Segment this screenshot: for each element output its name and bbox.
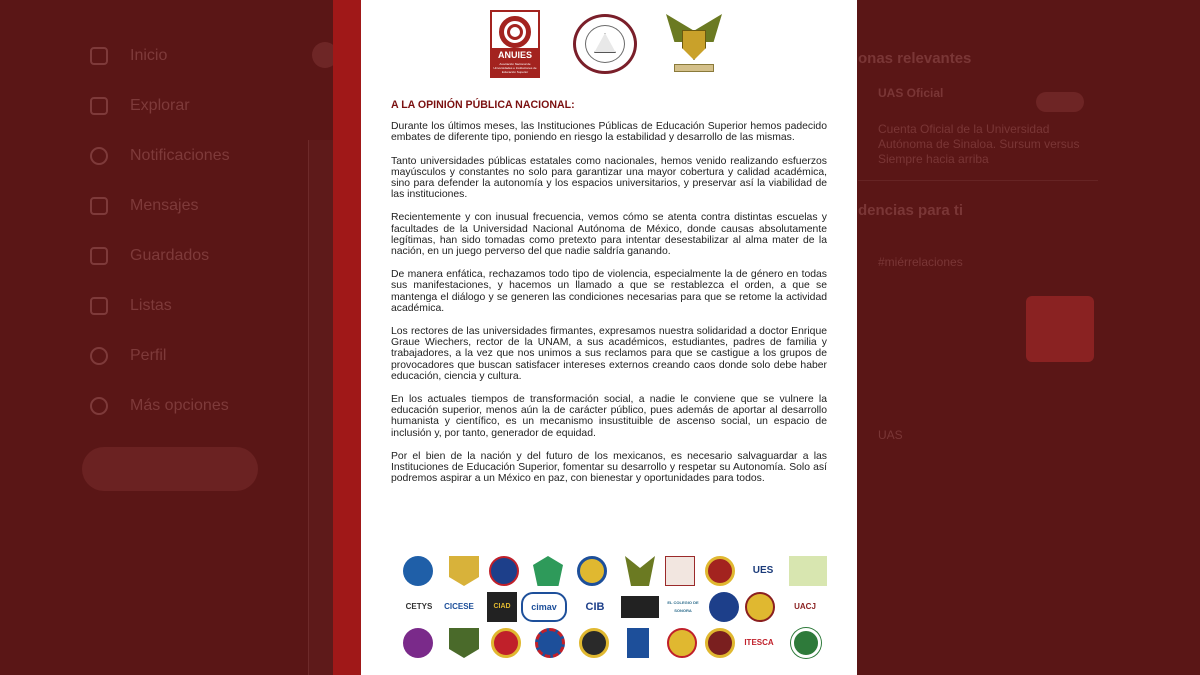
document-page <box>361 0 857 675</box>
anuies-band <box>492 48 538 76</box>
nav-item-guardados <box>90 247 209 265</box>
bookmark-icon <box>90 247 108 265</box>
more-icon <box>90 397 108 415</box>
university-logo <box>577 556 607 586</box>
nav-label: Notificaciones <box>130 147 230 164</box>
letter-paragraph: De manera enfática, rechazamos todo tipo de violencia, especialmente la de género en todas sus manifestaciones, y hacemos un llamado a que se restablezca el orden, a que se mantenga el diálogo y se generen las condiciones necesarias para que se retome la actividad académica. <box>391 269 827 314</box>
university-logo <box>789 556 827 586</box>
shield-icon <box>682 30 706 60</box>
colegio-sonora-logo: EL COLEGIO DE SONORA <box>667 600 699 613</box>
mail-icon <box>90 197 108 215</box>
relevant-account-desc: Autónoma de Sinaloa. Sursum versus <box>878 137 1080 151</box>
follow-button <box>1036 92 1084 112</box>
list-icon <box>90 297 108 315</box>
cetys-logo: CETYS <box>405 602 433 611</box>
university-logo <box>745 592 775 622</box>
background-right-column <box>858 0 1108 675</box>
letter-heading: A LA OPINIÓN PÚBLICA NACIONAL: <box>391 99 575 111</box>
cicese-logo: CICESE <box>444 602 474 611</box>
signatory-logos <box>399 552 823 662</box>
nav-item-inicio <box>90 47 167 65</box>
ues-logo: UES <box>752 565 774 576</box>
university-logo <box>489 556 519 586</box>
nav-label: Más opciones <box>130 397 229 414</box>
university-logo <box>665 556 695 586</box>
nav-item-perfil <box>90 347 166 365</box>
university-logo <box>667 628 697 658</box>
letter-paragraph: Durante los últimos meses, las Instituciones Públicas de Educación Superior hemos padecido embates de diferente tipo, poniendo en riesgo la estabilidad y desarrollo de las mismas. <box>391 121 827 144</box>
nav-item-mensajes <box>90 197 198 215</box>
red-strip <box>333 0 361 675</box>
trend-thumbnail <box>1026 296 1094 362</box>
university-logo <box>791 628 821 658</box>
university-logo <box>403 556 433 586</box>
hashtag-icon <box>90 97 108 115</box>
background-sidebar <box>80 0 340 675</box>
uacj-logo: UACJ <box>794 602 816 611</box>
trends-heading: dencias para ti <box>858 202 964 219</box>
nav-label: Listas <box>130 297 172 314</box>
anuies-logo <box>490 10 540 78</box>
eagle-crest-logo <box>666 8 722 76</box>
nav-label: Explorar <box>130 97 190 114</box>
university-logo <box>535 628 565 658</box>
university-logo <box>705 628 735 658</box>
cimav-logo: cimav <box>521 592 567 622</box>
letter-paragraph: Tanto universidades públicas estatales como nacionales, hemos venido realizando esfuerzos mayúsculos y constantes no solo para garantizar una mayor cobertura y calidad académica, sino para defender la autonomía y los espacios universitarios, y preservar así la viabilidad de las instituciones. <box>391 155 827 201</box>
trend-item: #miérrelaciones <box>878 255 963 269</box>
anuies-label: ANUIES <box>497 50 532 60</box>
university-logo <box>403 628 433 658</box>
letter-paragraph: En los actuales tiempos de transformación social, a nadie le conviene que se vulnere la educación superior, menos aún la de carácter público, pues además de aportar al desarrollo humanista y científico, es un mecanismo insustituible de ascenso social, un espacio de inclusión y, por tanto, generador de equidad. <box>391 394 827 439</box>
divider <box>858 180 1098 181</box>
relevant-people-heading: onas relevantes <box>858 50 972 67</box>
relevant-account-name: UAS Oficial <box>878 86 944 100</box>
university-logo <box>491 628 521 658</box>
university-logo <box>579 628 609 658</box>
university-seal-logo <box>573 14 637 74</box>
nav-label: Inicio <box>130 47 168 64</box>
university-logo <box>709 592 739 622</box>
top-logos <box>361 8 857 80</box>
tweet-button <box>82 447 258 491</box>
ciad-logo: CIAD <box>487 592 517 622</box>
university-logo <box>449 556 479 586</box>
cib-logo: CIB <box>585 601 605 613</box>
bell-icon <box>90 147 108 165</box>
university-logo <box>621 596 659 618</box>
nav-item-listas <box>90 297 172 315</box>
trend-item: UAS <box>878 428 903 442</box>
nav-label: Mensajes <box>130 197 199 214</box>
nav-item-notificaciones <box>90 147 230 165</box>
relevant-account-desc: Siempre hacia arriba <box>878 152 989 166</box>
relevant-account-desc: Cuenta Oficial de la Universidad <box>878 122 1050 136</box>
anuies-sublabel: Asociación Nacional de Universidades e Instituciones de Educación Superior <box>493 62 537 74</box>
university-logo <box>625 556 655 586</box>
profile-icon <box>90 347 108 365</box>
itesca-logo: ITESCA <box>744 638 774 647</box>
nav-item-explorar <box>90 97 190 115</box>
letter-paragraph: Recientemente y con inusual frecuencia, vemos cómo se atenta contra distintas escuelas y facultades de la Universidad Nacional Autónoma de México, donde causas absolutamente legítimas, han sido tomadas como pretexto para intentar desestabilizar al alma mater de la nación, en un juego perverso del que nadie saldría ganando. <box>391 212 827 258</box>
university-logo <box>449 628 479 658</box>
letter-paragraph: Los rectores de las universidades firmantes, expresamos nuestra solidaridad a doctor Enrique Graue Wiechers, rector de la UNAM, a sus académicos, estudiantes, padres de familia y trabajadores, a la vez que nos unimos a sus reclamos para que se castigue a los grupos de provocadores que buscan satisfacer intereses externos creando caos donde solo debe haber educación, ciencia y cultura. <box>391 326 827 382</box>
home-icon <box>90 47 108 65</box>
nav-item-mas-opciones <box>90 397 229 415</box>
anuies-ring-icon <box>507 24 523 40</box>
university-logo <box>705 556 735 586</box>
nav-label: Perfil <box>130 347 167 364</box>
university-logo <box>533 556 563 586</box>
banner-icon <box>674 64 714 72</box>
nav-label: Guardados <box>130 247 210 264</box>
university-logo <box>627 628 649 658</box>
letter-paragraph: Por el bien de la nación y del futuro de los mexicanos, es necesario salvaguardar a las Instituciones de Educación Superior, fomentar su desarrollo y respetar su Autonomía. Solo así podremos aspirar a un México en paz, con bienestar y oportunidades para todos. <box>391 450 827 485</box>
letter-body <box>391 100 827 496</box>
